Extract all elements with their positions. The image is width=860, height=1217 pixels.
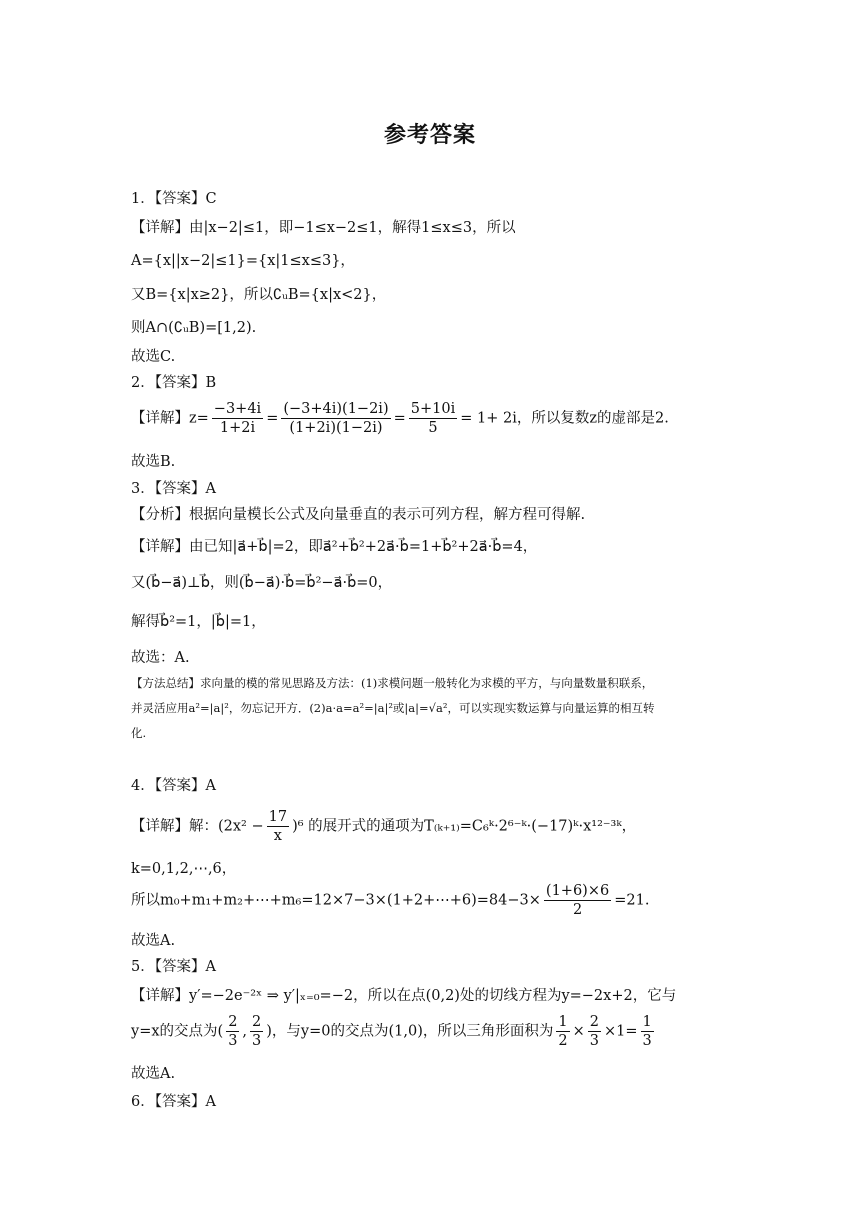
q2-conclusion: 故选B. [131, 454, 176, 470]
q1-conclusion: 故选C. [131, 349, 176, 365]
q5-conclusion: 故选A. [131, 1066, 176, 1082]
times-one-equals: ×1= [604, 1023, 638, 1040]
numerator: (−3+4i)(1−2i) [283, 401, 389, 417]
q3-answer: 3．【答案】A [131, 481, 216, 497]
numerator: 17 [268, 809, 288, 825]
q5-detail-prefix: y=x的交点为( [131, 1023, 224, 1040]
q2-detail-suffix: = 1+ 2i，所以复数z的虚部是2. [460, 410, 669, 427]
q5-detail-line2 [131, 1013, 657, 1050]
method-summary-line3: 化. [131, 726, 147, 740]
q3-detail-line2: 又(b⃗−a⃗)⊥b⃗，则(b⃗−a⃗)·b⃗=b⃗²−a⃗·b⃗=0， [131, 575, 393, 591]
fraction [556, 1013, 569, 1050]
numerator: 2 [252, 1014, 262, 1030]
denominator: (1+2i)(1−2i) [289, 420, 383, 436]
numerator: 1 [642, 1014, 652, 1030]
denominator: 2 [558, 1033, 568, 1049]
q4-detail-line2: k=0,1,2,⋯,6， [131, 861, 237, 877]
denominator: x [273, 828, 282, 844]
fraction [588, 1013, 601, 1050]
denominator: 5 [428, 420, 438, 436]
q4-conclusion: 故选A. [131, 933, 176, 949]
denominator: 3 [642, 1033, 652, 1049]
method-summary-line2: 并灵活应用a²=|a|²，勿忘记开方．(2)a·a=a²=|a|²或|a|=√a²，可以实现实数运算与向量运算的相互转 [131, 701, 655, 715]
numerator: 2 [228, 1014, 238, 1030]
q3-analysis: 【分析】根据向量模长公式及向量垂直的表示可列方程，解方程可得解. [131, 507, 586, 523]
numerator: (1+6)×6 [545, 883, 610, 899]
q4-detail-prefix: 【详解】解：(2x² − [131, 818, 264, 835]
denominator: 3 [589, 1033, 599, 1049]
q4-detail-line3 [131, 882, 649, 919]
fraction [281, 400, 390, 437]
fraction [250, 1013, 263, 1050]
q4-detail-line1 [131, 808, 636, 845]
q5-answer: 5．【答案】A [131, 959, 216, 975]
q6-answer: 6．【答案】A [131, 1094, 216, 1110]
numerator: 5+10i [410, 401, 456, 417]
fraction [544, 882, 611, 919]
q2-answer: 2．【答案】B [131, 375, 217, 391]
denominator: 2 [572, 902, 583, 918]
denominator: 1+2i [219, 420, 256, 436]
numerator: −3+4i [213, 401, 262, 417]
q4-sum-suffix: =21. [614, 892, 650, 909]
q2-detail-prefix: 【详解】z= [131, 410, 209, 427]
q3-detail-line1: 【详解】由已知|a⃗+b⃗|=2，即a⃗²+b⃗²+2a⃗·b⃗=1+b⃗²+2a⃗·b⃗=4， [131, 539, 538, 555]
fraction [409, 400, 457, 437]
q1-answer: 1．【答案】C [131, 191, 217, 207]
page-title: 参考答案 [383, 123, 476, 148]
numerator: 1 [558, 1014, 568, 1030]
fraction [212, 400, 263, 437]
q4-sum-prefix: 所以m₀+m₁+m₂+⋯+m₆=12×7−3×(1+2+⋯+6)=84−3× [131, 892, 541, 909]
q2-detail [131, 400, 669, 437]
equals-sign: = [266, 410, 279, 427]
fraction [267, 808, 289, 845]
q1-detail-line4: 则A∩(∁ᵤB)=[1,2). [131, 320, 257, 336]
q1-detail-line1: 【详解】由|x−2|≤1，即−1≤x−2≤1，解得1≤x≤3，所以 [131, 220, 516, 236]
times-sign: × [572, 1023, 585, 1040]
denominator: 3 [228, 1033, 238, 1049]
q4-answer: 4．【答案】A [131, 778, 216, 794]
equals-sign: = [393, 410, 406, 427]
fraction [226, 1013, 239, 1050]
denominator: 3 [252, 1033, 262, 1049]
method-summary-line1: 【方法总结】求向量的模的常见思路及方法：(1)求模问题一般转化为求模的平方，与向量数量积联系， [131, 676, 654, 690]
q5-detail-line1: 【详解】y′=−2e⁻²ˣ ⇒ y′|ₓ₌₀=−2，所以在点(0,2)处的切线方程为y=−2x+2，它与 [131, 988, 677, 1004]
comma: , [242, 1023, 248, 1040]
q3-conclusion: 故选：A. [131, 650, 190, 666]
fraction [641, 1013, 654, 1050]
q4-detail-suffix: )⁶ 的展开式的通项为T₍ₖ₊₁₎=C₆ᵏ·2⁶⁻ᵏ·(−17)ᵏ·x¹²⁻³ᵏ， [292, 818, 637, 835]
q5-detail-middle: )，与y=0的交点为(1,0)，所以三角形面积为 [266, 1023, 554, 1040]
q1-detail-line2: A={x||x−2|≤1}={x|1≤x≤3}， [131, 253, 355, 269]
q1-detail-line3: 又B={x|x≥2}，所以∁ᵤB={x|x<2}， [131, 287, 387, 303]
q3-detail-line3: 解得b⃗²=1，|b⃗|=1， [131, 614, 266, 630]
numerator: 2 [589, 1014, 599, 1030]
